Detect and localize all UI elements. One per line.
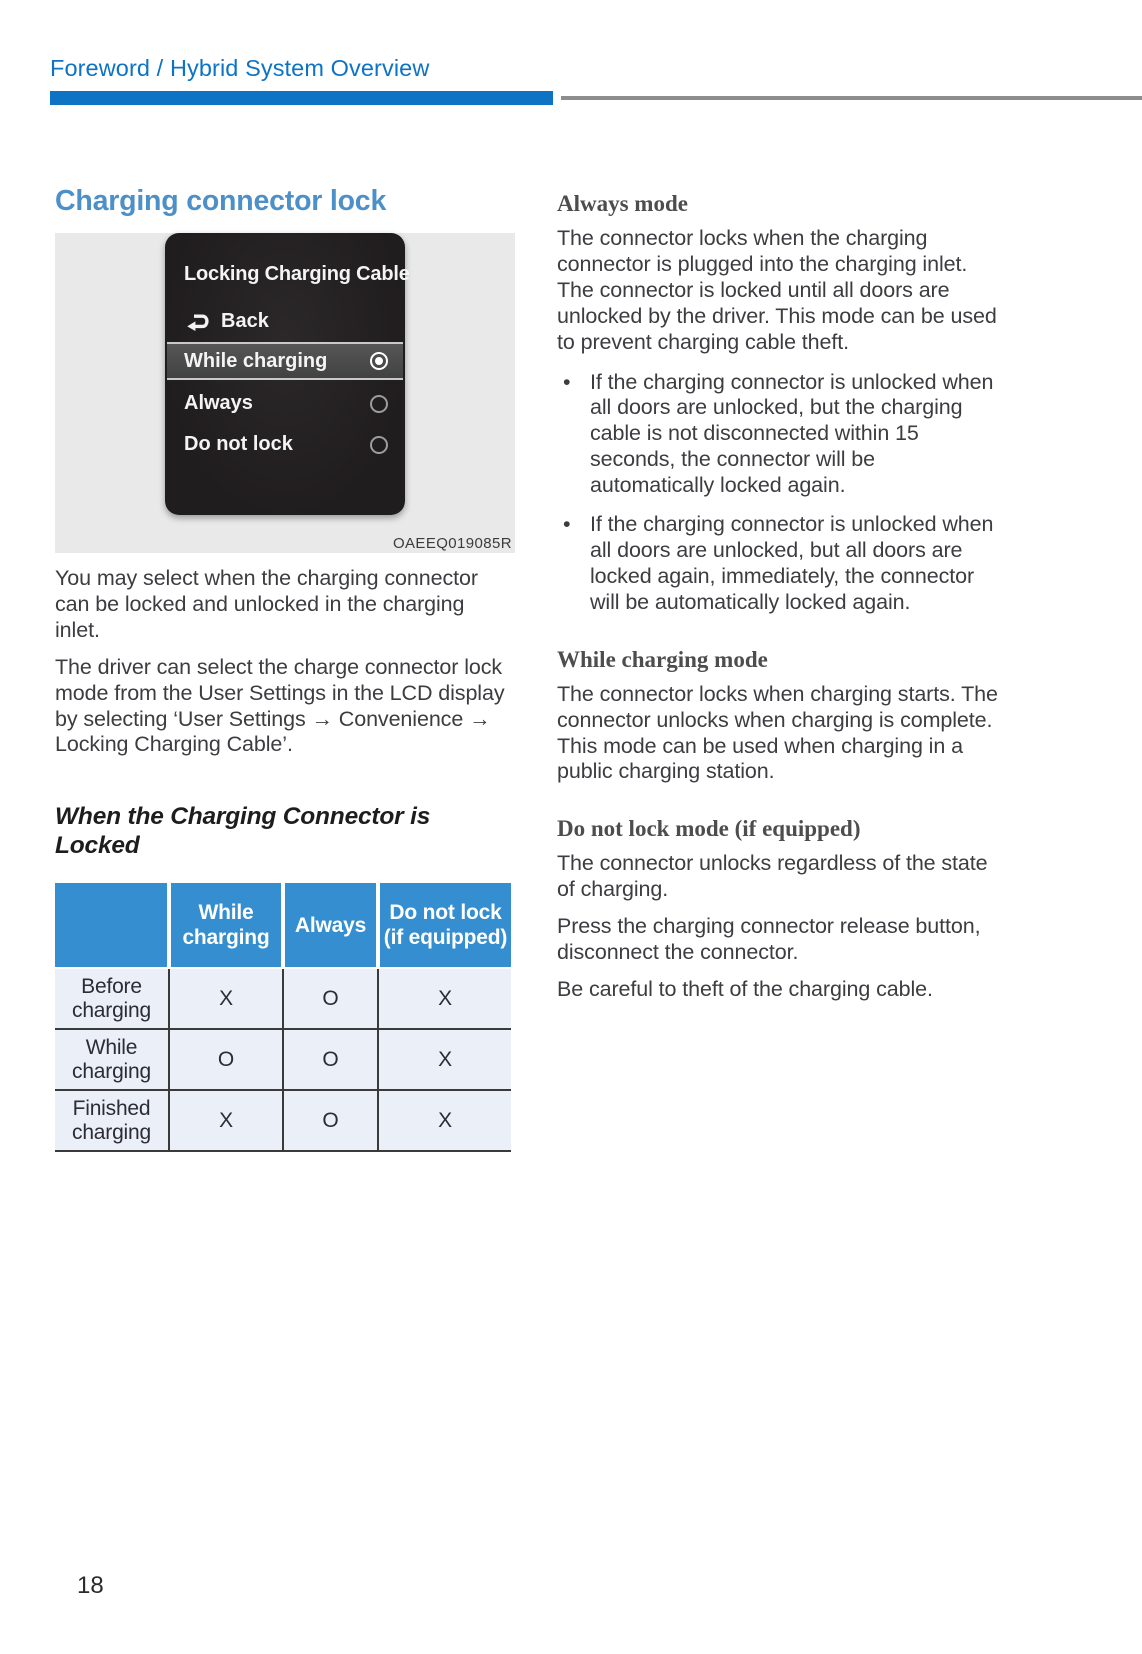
lcd-back-label: Back	[221, 310, 269, 332]
cell-value: O	[283, 1090, 378, 1151]
paragraph: Be careful to theft of the charging cable.	[557, 976, 933, 1001]
table-header-empty	[55, 883, 169, 968]
radio-unselected-icon	[370, 395, 388, 413]
lcd-option-label: Do not lock	[184, 433, 293, 455]
back-arrow-icon	[184, 313, 212, 331]
paragraph: The driver can select the charge connector lock mode from the User Settings in the LCD display by selecting ‘User Settings → Convenience → Locking Charging Cable’.	[55, 654, 505, 757]
lcd-menu-title: Locking Charging Cable	[184, 263, 410, 285]
figure-code: OAEEQ019085R	[392, 535, 512, 552]
cell-value: X	[169, 968, 283, 1029]
heading-while-charging-mode: While charging mode	[557, 646, 768, 672]
bullet-item: • If the charging connector is unlocked when all doors are unlocked, but the charging cable is not disconnected within 15 seconds, the connector will be automatically locked again.	[557, 370, 1003, 500]
radio-unselected-icon	[370, 436, 388, 454]
cell-value: O	[283, 1029, 378, 1090]
table-header-do-not-lock: Do not lock (if equipped)	[378, 883, 511, 968]
table-header-row	[55, 883, 511, 968]
page-number: 18	[77, 1572, 104, 1599]
heading-always-mode: Always mode	[557, 191, 688, 216]
header-rule	[561, 96, 1142, 100]
lcd-figure	[55, 233, 515, 553]
paragraph: The connector unlocks regardless of the state of charging.	[557, 851, 988, 902]
table-row	[55, 1029, 511, 1090]
page-title: Charging connector lock	[55, 185, 387, 217]
header-accent-bar	[50, 91, 553, 105]
lcd-back-item	[165, 310, 405, 333]
paragraph: The connector locks when the charging connector is plugged into the charging inlet. The connector is locked until all doors are unlocked by the driver. This mode can be used to prevent charging cable theft.	[557, 226, 997, 354]
cell-value: X	[378, 968, 511, 1029]
bullet-item: • If the charging connector is unlocked when all doors are unlocked, but all doors are locked again, immediately, the connector will be automatically locked again.	[557, 512, 1003, 616]
cell-value: O	[169, 1029, 283, 1090]
radio-selected-icon	[370, 352, 388, 370]
cell-value: X	[169, 1090, 283, 1151]
row-label: Finished charging	[55, 1090, 169, 1151]
table-row	[55, 968, 511, 1029]
row-label: Before charging	[55, 968, 169, 1029]
table-header-while-charging: While charging	[169, 883, 283, 968]
paragraph: You may select when the charging connector can be locked and unlocked in the charging inlet.	[55, 566, 478, 642]
paragraph: The connector locks when charging starts. The connector unlocks when charging is complete. This mode can be used when charging in a public charging station.	[557, 681, 998, 784]
cell-value: O	[283, 968, 378, 1029]
left-column	[55, 185, 512, 1152]
lcd-option-do-not-lock	[165, 427, 405, 462]
row-label: While charging	[55, 1029, 169, 1090]
right-column	[557, 190, 1003, 1014]
lcd-option-while-charging	[167, 342, 403, 380]
cell-value: X	[378, 1090, 511, 1151]
heading-do-not-lock-mode: Do not lock mode (if equipped)	[557, 816, 861, 842]
lcd-option-always	[165, 386, 405, 421]
table-row	[55, 1090, 511, 1151]
table-header-always: Always	[283, 883, 378, 968]
paragraph: Press the charging connector release button, disconnect the connector.	[557, 914, 981, 965]
cell-value: X	[378, 1029, 511, 1090]
bullet-list	[557, 370, 1003, 616]
lcd-option-label: Always	[184, 392, 253, 414]
lcd-screen	[165, 233, 410, 515]
comparison-table	[55, 883, 511, 1152]
lcd-option-label: While charging	[184, 349, 328, 372]
subheading-when-locked: When the Charging Connector is Locked	[55, 803, 431, 859]
breadcrumb: Foreword / Hybrid System Overview	[50, 55, 430, 81]
